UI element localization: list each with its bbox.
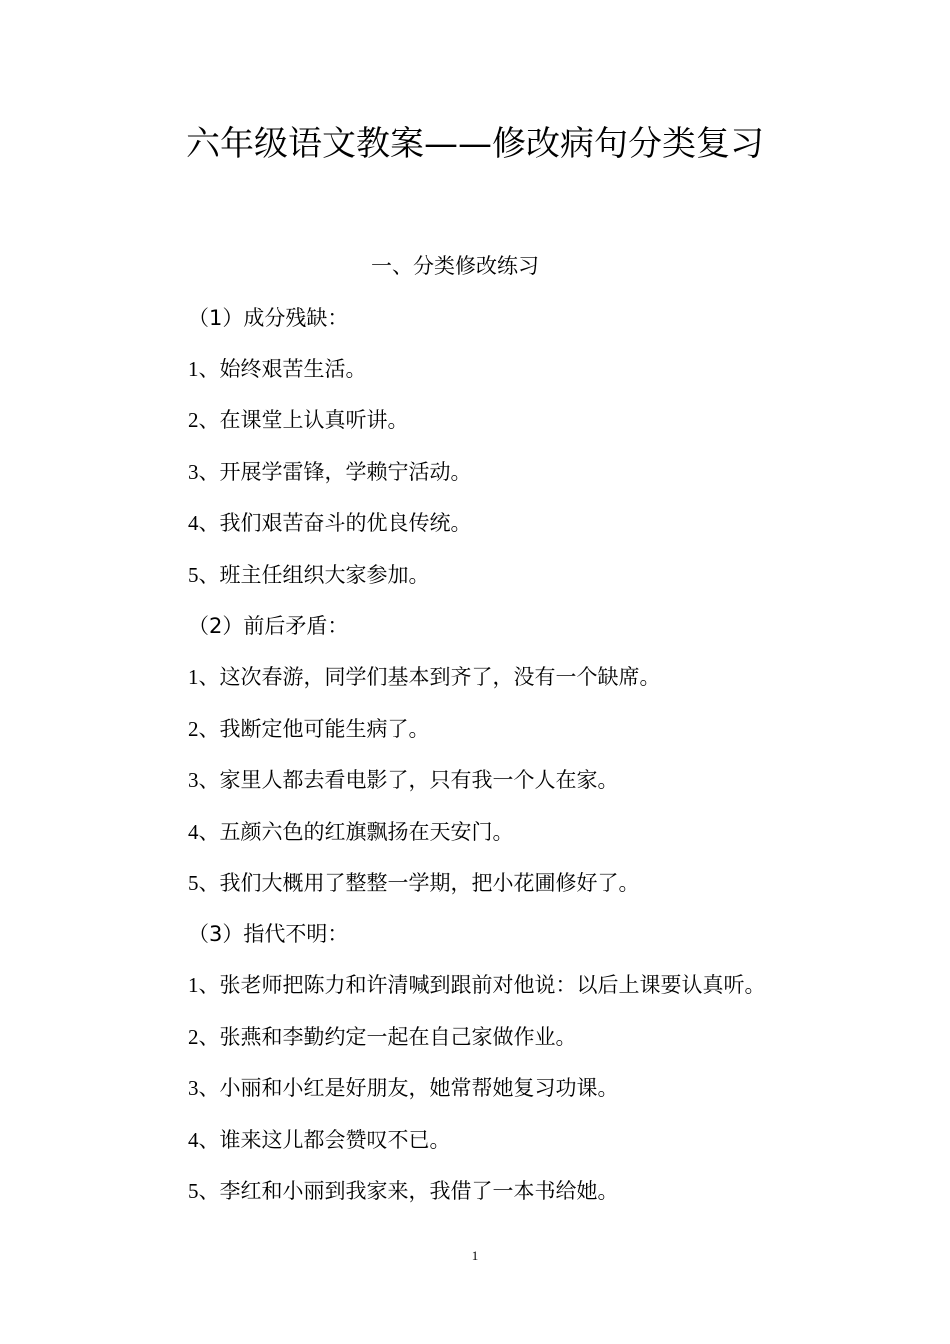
list-item bbox=[188, 353, 367, 385]
item-number: 1 bbox=[188, 973, 199, 997]
list-item bbox=[188, 969, 766, 1001]
item-number: 3 bbox=[188, 768, 199, 792]
item-text: 、这次春游，同学们基本到齐了，没有一个缺席。 bbox=[198, 665, 661, 689]
item-number: 4 bbox=[188, 820, 199, 844]
page-title: 六年级语文教案——修改病句分类复习 bbox=[186, 124, 764, 164]
item-text: 、张燕和李勤约定一起在自己家做作业。 bbox=[198, 1025, 577, 1049]
list-item bbox=[188, 404, 409, 436]
list-item bbox=[188, 507, 472, 539]
item-number: 5 bbox=[188, 1179, 199, 1203]
list-item bbox=[188, 713, 430, 745]
item-text: 、家里人都去看电影了，只有我一个人在家。 bbox=[198, 768, 619, 792]
list-item bbox=[188, 867, 640, 899]
list-item bbox=[188, 1175, 619, 1207]
item-text: 、班主任组织大家参加。 bbox=[198, 563, 430, 587]
item-number: 3 bbox=[188, 460, 199, 484]
page-number: 1 bbox=[471, 1248, 479, 1263]
list-item bbox=[188, 1021, 577, 1053]
item-text: 、我们艰苦奋斗的优良传统。 bbox=[198, 511, 472, 535]
item-number: 3 bbox=[188, 1076, 199, 1100]
list-item bbox=[188, 816, 514, 848]
item-number: 2 bbox=[188, 408, 199, 432]
list-item bbox=[188, 456, 472, 488]
item-number: 4 bbox=[188, 1128, 199, 1152]
group-heading-contradiction: （2）前后矛盾： bbox=[188, 614, 349, 638]
item-text: 、我断定他可能生病了。 bbox=[198, 717, 430, 741]
group-heading-incomplete-components: （1）成分残缺： bbox=[188, 306, 349, 330]
item-text: 、小丽和小红是好朋友，她常帮她复习功课。 bbox=[198, 1076, 619, 1100]
item-text: 、谁来这儿都会赞叹不已。 bbox=[198, 1128, 451, 1152]
item-number: 4 bbox=[188, 511, 199, 535]
section-heading: 一、分类修改练习 bbox=[371, 254, 539, 278]
item-text: 、开展学雷锋，学赖宁活动。 bbox=[198, 460, 472, 484]
list-item bbox=[188, 1124, 451, 1156]
list-item bbox=[188, 1072, 619, 1104]
item-text: 、张老师把陈力和许清喊到跟前对他说：以后上课要认真听。 bbox=[198, 973, 766, 997]
item-number: 1 bbox=[188, 665, 199, 689]
item-text: 、五颜六色的红旗飘扬在天安门。 bbox=[198, 820, 514, 844]
item-number: 5 bbox=[188, 563, 199, 587]
group-heading-unclear-reference: （3）指代不明： bbox=[188, 922, 349, 946]
item-text: 、在课堂上认真听讲。 bbox=[198, 408, 409, 432]
list-item bbox=[188, 764, 619, 796]
list-item bbox=[188, 559, 430, 591]
item-number: 2 bbox=[188, 717, 199, 741]
item-text: 、我们大概用了整整一学期，把小花圃修好了。 bbox=[198, 871, 640, 895]
item-number: 2 bbox=[188, 1025, 199, 1049]
list-item bbox=[188, 661, 661, 693]
item-text: 、始终艰苦生活。 bbox=[198, 357, 367, 381]
item-number: 1 bbox=[188, 357, 199, 381]
item-text: 、李红和小丽到我家来，我借了一本书给她。 bbox=[198, 1179, 619, 1203]
item-number: 5 bbox=[188, 871, 199, 895]
